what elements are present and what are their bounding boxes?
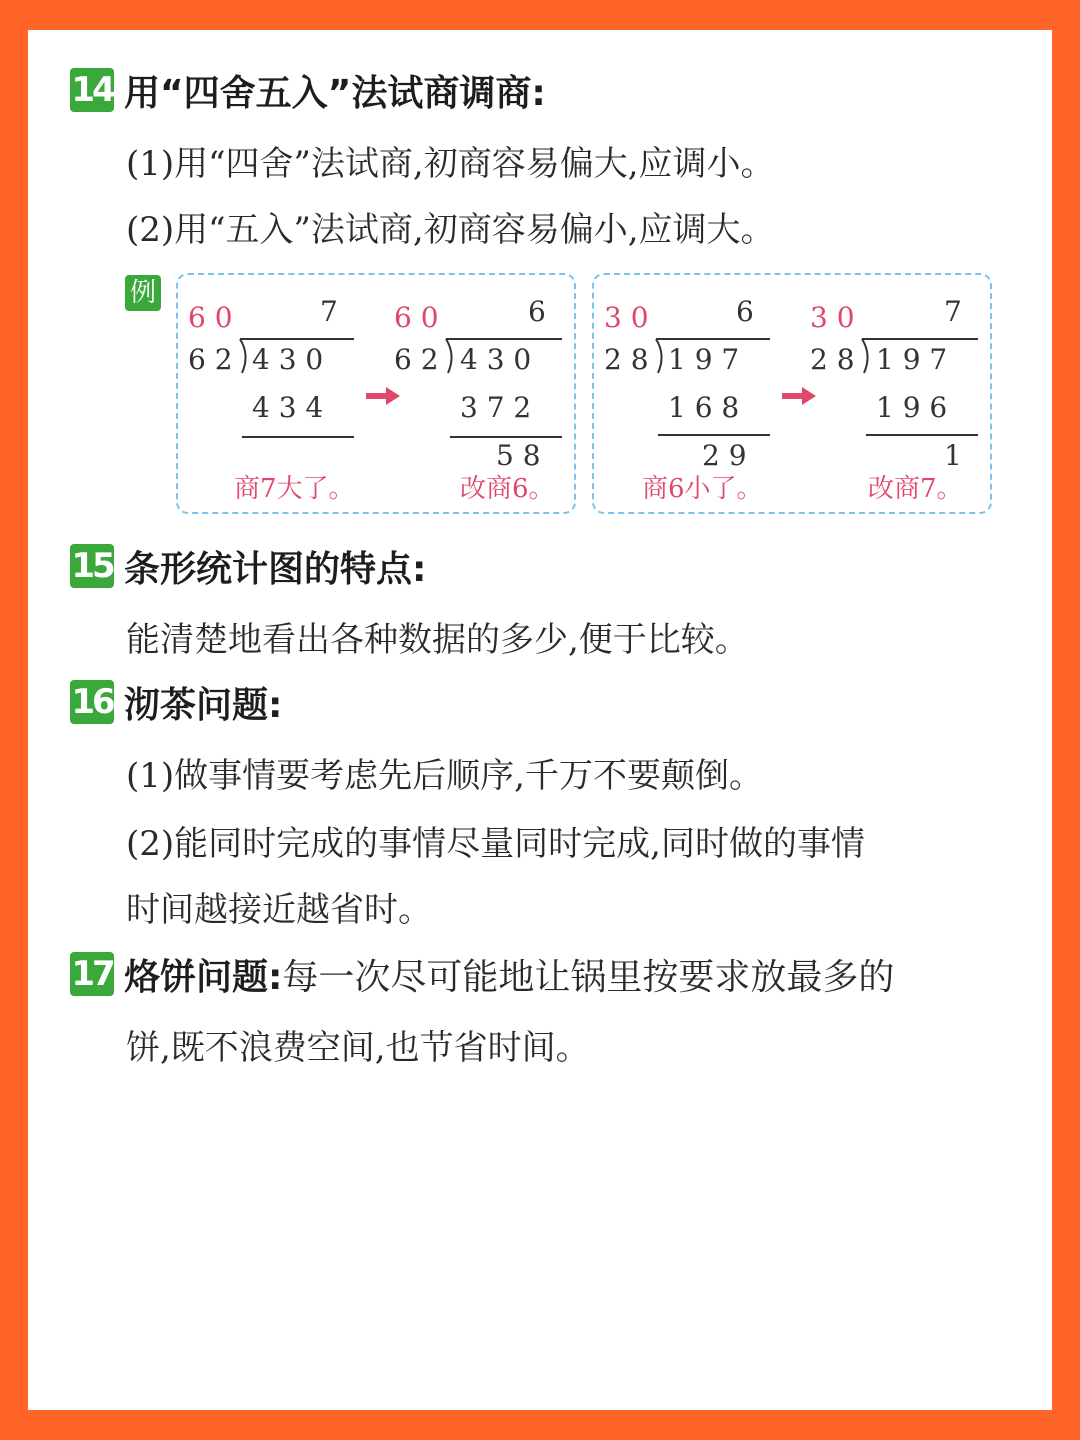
section-title: 沏茶问题: — [124, 684, 283, 726]
section-17-heading — [70, 952, 894, 996]
section-14-heading — [70, 68, 546, 112]
section-15-line-1: 能清楚地看出各种数据的多少,便于比较。 — [126, 620, 749, 660]
section-title-bold: 烙饼问题: — [124, 956, 283, 998]
section-17-line-2: 饼,既不浪费空间,也节省时间。 — [126, 1028, 590, 1068]
example-panel-2 — [592, 273, 992, 514]
rounded-divisor: 3 0 — [810, 301, 855, 334]
divisor: 6 2 — [188, 343, 233, 376]
product: 3 7 2 — [460, 391, 532, 424]
quotient: 6 — [528, 295, 546, 328]
arrow-right-icon — [366, 387, 400, 405]
section-number-badge: 14 — [71, 70, 113, 110]
divisor: 6 2 — [394, 343, 439, 376]
quotient: 7 — [320, 295, 338, 328]
section-15-heading — [70, 544, 426, 588]
example-panel-1 — [176, 273, 576, 514]
product: 4 3 4 — [252, 391, 324, 424]
division-pair-svg — [178, 275, 578, 516]
arrow-right-icon — [782, 387, 816, 405]
section-16-heading — [70, 680, 282, 724]
dividend: 1 9 7 — [668, 343, 740, 376]
section-14-line-1: (1)用“四舍”法试商,初商容易偏大,应调小。 — [126, 144, 775, 184]
note: 商6小了。 — [642, 474, 763, 504]
rounded-divisor: 3 0 — [604, 301, 649, 334]
page-card — [28, 30, 1052, 1410]
rounded-divisor: 6 0 — [394, 301, 439, 334]
section-number-badge: 16 — [71, 682, 113, 722]
quotient: 6 — [736, 295, 754, 328]
product: 1 6 8 — [668, 391, 740, 424]
dividend: 4 3 0 — [252, 343, 324, 376]
divisor: 2 8 — [604, 343, 649, 376]
quotient: 7 — [944, 295, 962, 328]
section-title: 条形统计图的特点: — [124, 548, 427, 590]
dividend: 4 3 0 — [460, 343, 532, 376]
remainder: 2 9 — [702, 439, 747, 472]
note: 商7大了。 — [234, 474, 355, 504]
remainder: 1 — [944, 439, 962, 472]
section-title: 用“四舍五入”法试商调商: — [124, 72, 546, 114]
section-16-line-1: (1)做事情要考虑先后顺序,千万不要颠倒。 — [126, 756, 763, 796]
note: 改商7。 — [868, 474, 963, 504]
section-number-badge: 17 — [71, 954, 113, 994]
section-title — [124, 949, 894, 1000]
section-number-badge: 15 — [71, 546, 113, 586]
rounded-divisor: 6 0 — [188, 301, 233, 334]
divisor: 2 8 — [810, 343, 855, 376]
product: 1 9 6 — [876, 391, 948, 424]
section-16-line-3: 时间越接近越省时。 — [126, 890, 432, 930]
note: 改商6。 — [460, 474, 555, 504]
remainder: 5 8 — [496, 439, 541, 472]
division-pair-svg — [594, 275, 994, 516]
section-title-rest: 每一次尽可能地让锅里按要求放最多的 — [282, 956, 895, 998]
section-14-line-2: (2)用“五入”法试商,初商容易偏小,应调大。 — [126, 210, 775, 250]
dividend: 1 9 7 — [876, 343, 948, 376]
section-16-line-2: (2)能同时完成的事情尽量同时完成,同时做的事情 — [126, 824, 865, 864]
example-tag: 例 — [125, 275, 161, 311]
